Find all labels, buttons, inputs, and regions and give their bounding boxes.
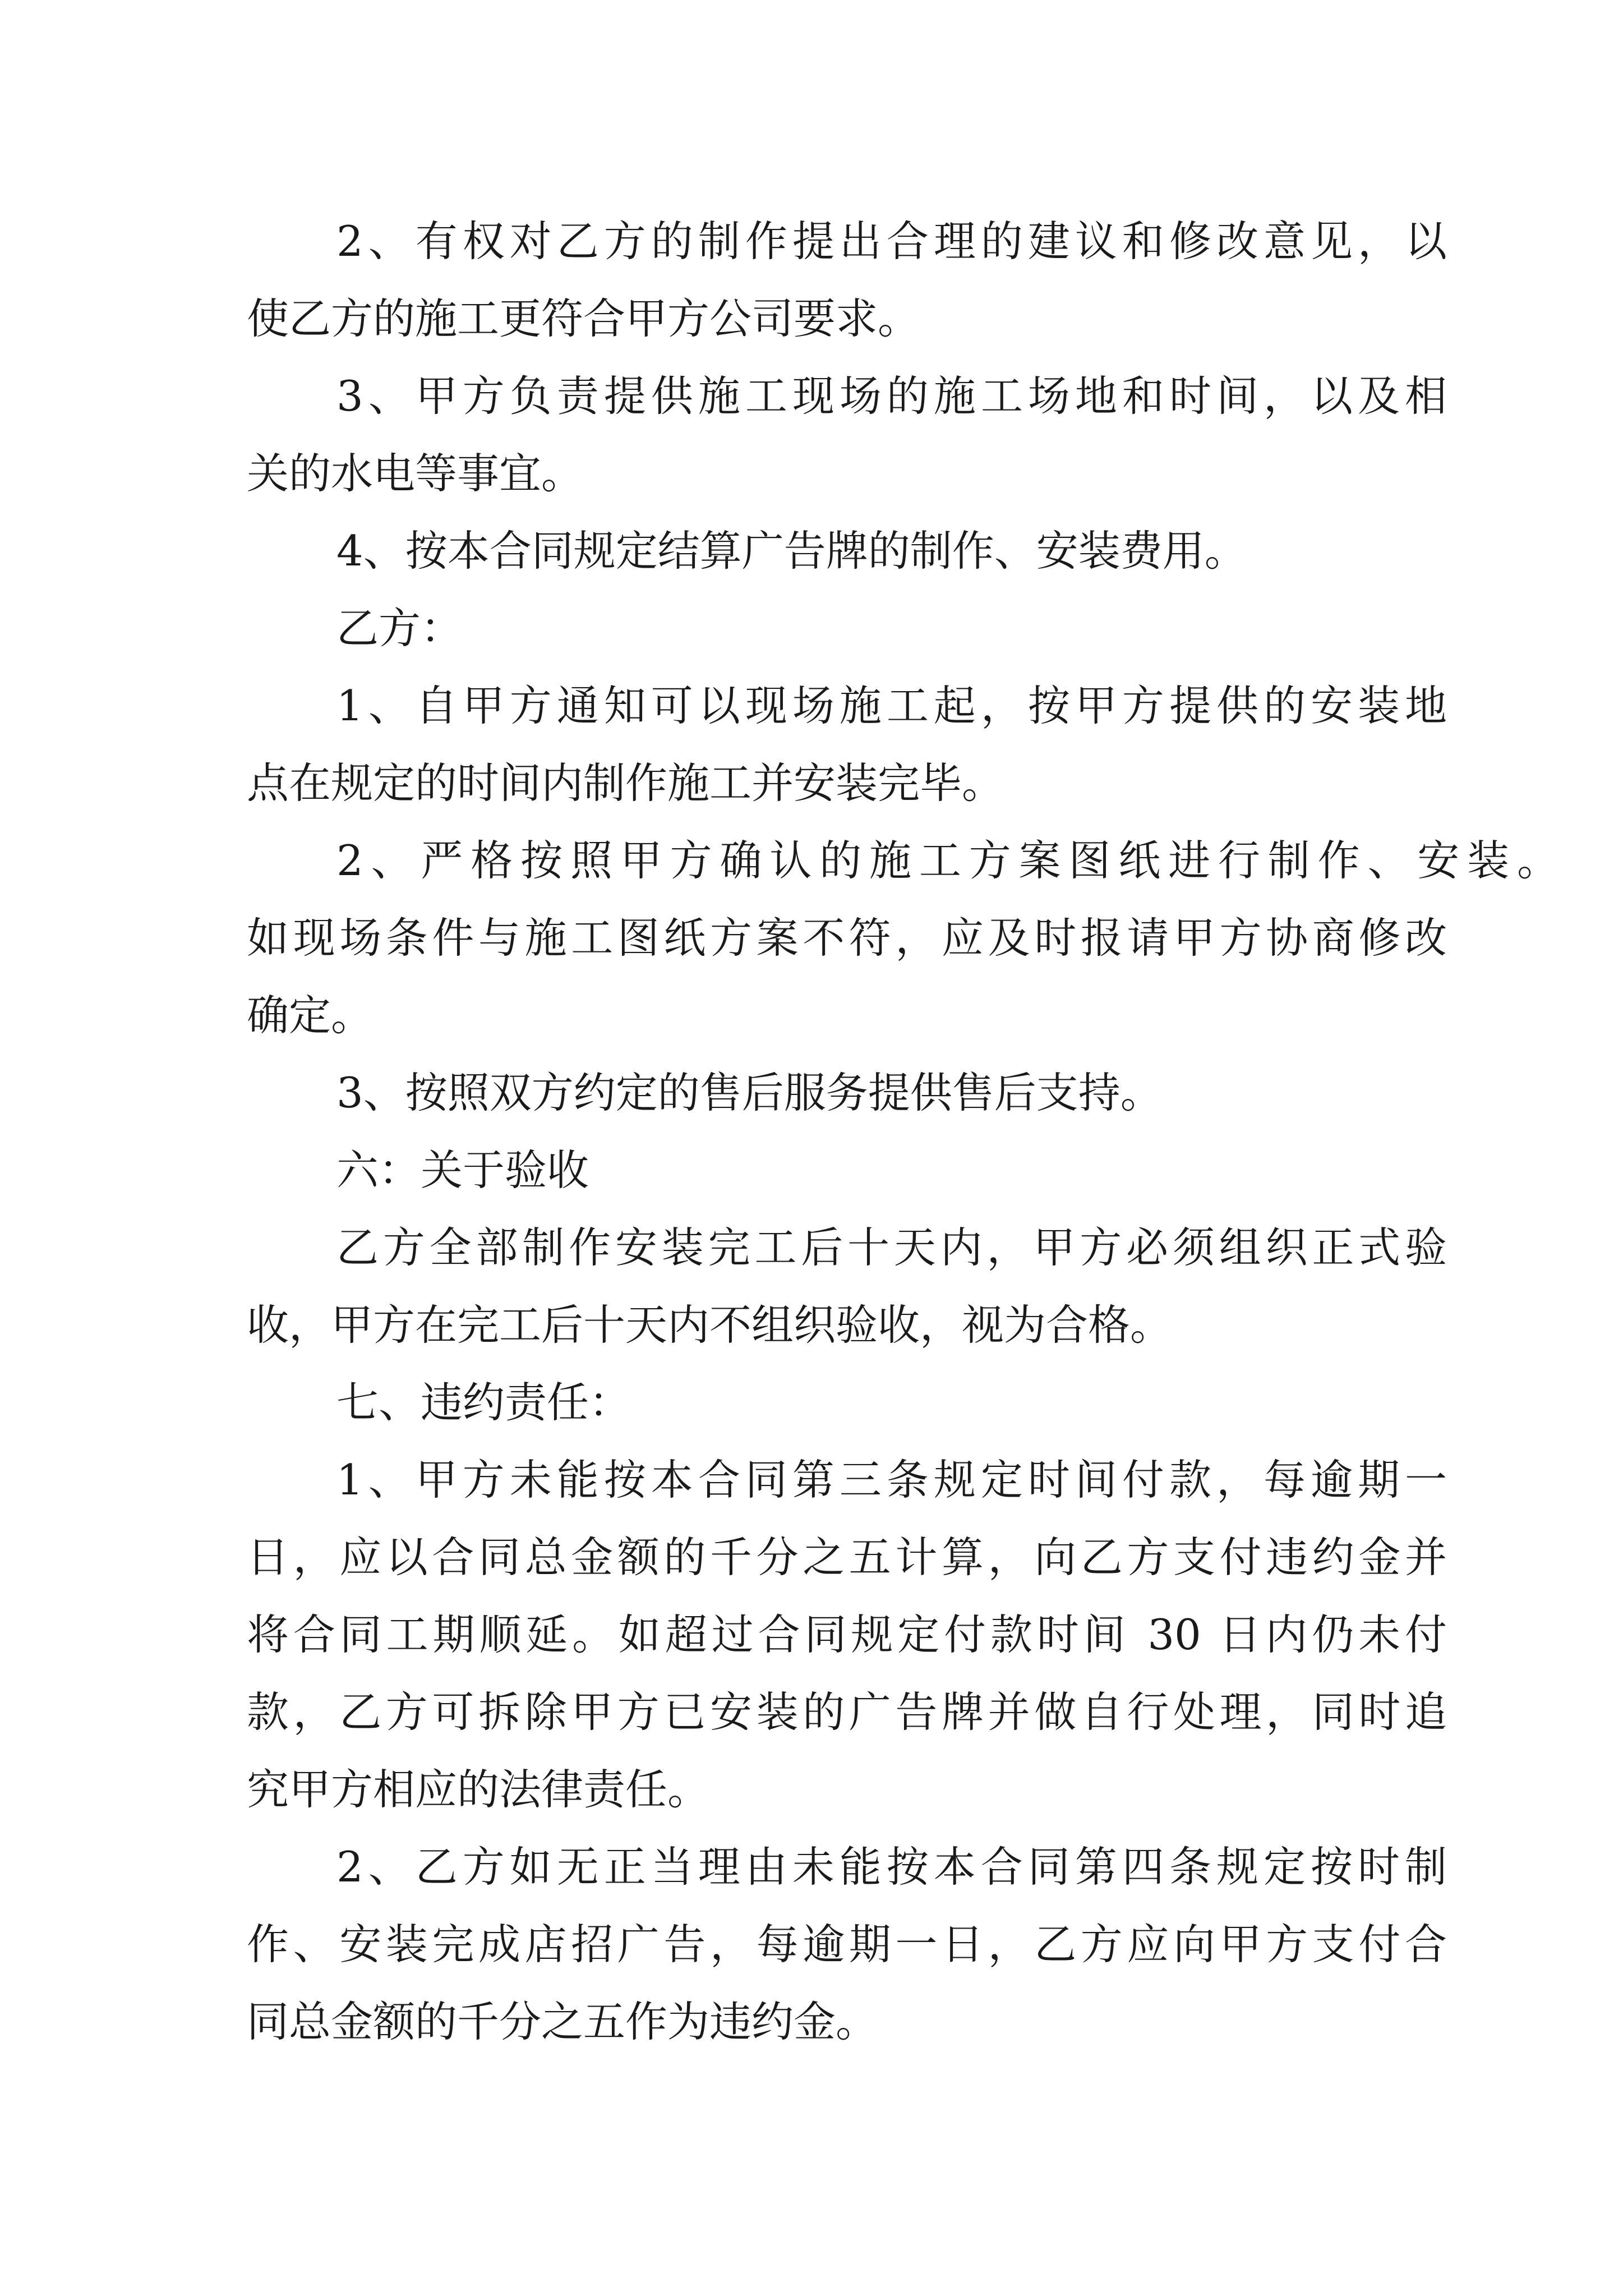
text-line: 2、乙方如无正当理由未能按本合同第四条规定按时制 [336, 1842, 1447, 1892]
text-line: 究甲方相应的法律责任。 [247, 1765, 710, 1814]
section-heading: 六：关于验收 [336, 1145, 589, 1195]
text-line: 将合同工期顺延。如超过合同规定付款时间 30 日内仍未付 [247, 1610, 1447, 1659]
text-line: 关的水电等事宜。 [247, 449, 584, 498]
text-line: 乙方： [336, 604, 463, 653]
text-line: 2、有权对乙方的制作提出合理的建议和修改意见，以 [336, 217, 1447, 266]
text-line: 3、按照双方约定的售后服务提供售后支持。 [336, 1068, 1163, 1117]
text-line: 1、甲方未能按本合同第三条规定时间付款，每逾期一 [336, 1455, 1447, 1504]
text-line: 作、安装完成店招广告，每逾期一日，乙方应向甲方支付合 [247, 1920, 1447, 1969]
text-line: 收，甲方在完工后十天内不组织验收，视为合格。 [247, 1300, 1173, 1350]
text-line: 使乙方的施工更符合甲方公司要求。 [247, 294, 920, 343]
text-line: 点在规定的时间内制作施工并安装完毕。 [247, 758, 1004, 808]
text-line: 同总金额的千分之五作为违约金。 [247, 1997, 878, 2046]
text-line: 款，乙方可拆除甲方已安装的广告牌并做自行处理，同时追 [247, 1687, 1447, 1737]
text-line: 日，应以合同总金额的千分之五计算，向乙方支付违约金并 [247, 1533, 1447, 1582]
text-line: 3、甲方负责提供施工现场的施工场地和时间，以及相 [336, 371, 1447, 421]
text-line: 2、严格按照甲方确认的施工方案图纸进行制作、安装。 [336, 836, 1559, 885]
text-line: 4、按本合同规定结算广告牌的制作、安装费用。 [336, 526, 1247, 576]
text-line: 确定。 [247, 991, 374, 1040]
section-heading: 七、违约责任： [336, 1378, 631, 1427]
text-line: 如现场条件与施工图纸方案不符，应及时报请甲方协商修改 [247, 913, 1447, 963]
text-line: 1、自甲方通知可以现场施工起，按甲方提供的安装地 [336, 681, 1447, 730]
text-line: 乙方全部制作安装完工后十天内，甲方必须组织正式验 [336, 1223, 1447, 1272]
